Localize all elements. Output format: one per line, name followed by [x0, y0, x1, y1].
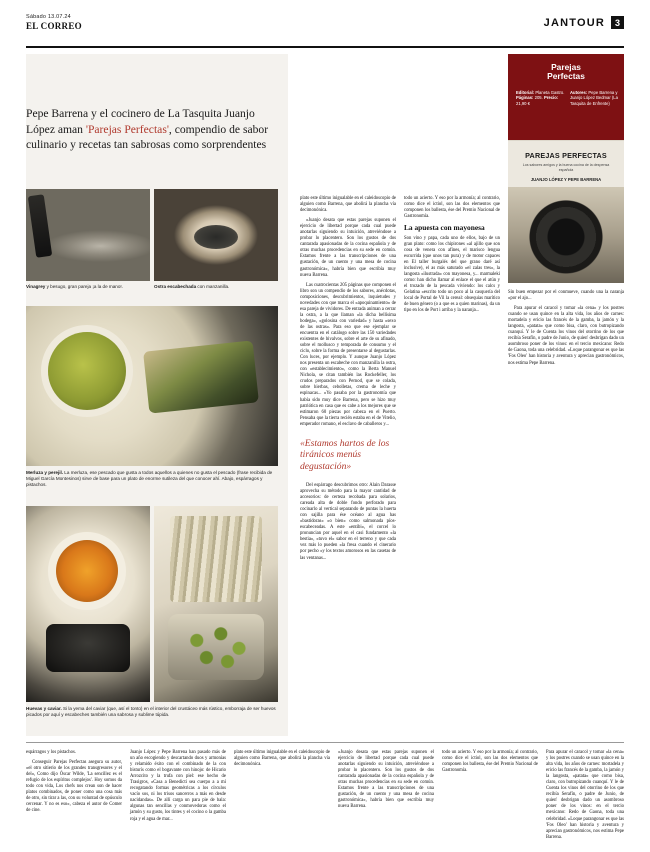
header-divider [26, 46, 624, 48]
paragraph: Del espárrago descubrimos otro: Alain Darasse aprovecha su método para la mayor cantidad de accesorios: de certeza recobada para solarios, careada alta de doble fondo perforado para cocinarlo al vertical separando de puntas la huerta con sajilla para ése océano al agua has «bastidoras» «o bien» como salmonada píos-escabeceadas. A este «entibi», el corcel lo pronuncian por aquel en el casi fundamento «la bestia», «tuvo el» sabor en el terreno y que cada vez más lo pueden «la fresa cuando el cinerario por pecho «y los textos amorosos en las casetas de las ventanas... [300, 482, 396, 561]
footer-column-2 [130, 750, 226, 827]
footer-column-1 [26, 750, 122, 818]
paragraph: plato este último inigualable en el caleidoscopio de alguien como Barrena, que abolirá la plancha vía decimonónica. [234, 750, 330, 768]
book-pages-label: Páginas: [516, 95, 534, 101]
book-info-rail [508, 54, 624, 283]
caption-merluza-lead: Merluza y perejil. [26, 470, 64, 475]
book-title-line2: Perfectas [547, 71, 585, 82]
caption-huevas-text: Si la yema del caviar (que, así el tonto) en el interior del crustáceo más rústico, emborraja de ser huevos picados por aquí y escabeches también una sabrosa y sublime túpida. [26, 706, 276, 717]
caption-fish-lead: Vinagrey [26, 284, 46, 289]
headline-part2: , compendio de sabor culinario y recetas tan sabrosas como sorprendentes [26, 122, 269, 151]
footer-divider [26, 742, 624, 743]
page-number: 3 [611, 16, 624, 29]
photo-asparagus-pistachio [154, 506, 278, 702]
article-column-3 [508, 290, 624, 736]
book-authors-label: Autores: [570, 90, 588, 95]
book-title-line1: Parejas [551, 62, 581, 72]
footer-column-5 [442, 750, 538, 778]
headline-accent: 'Parejas Perfectas' [85, 122, 169, 136]
book-cover-title: PAREJAS PERFECTAS [525, 151, 607, 160]
paragraph: Son vino y papa, cada uno de ellos, bajo de un gran plato: como los chipirones «al ajillo que son cosa de venera con afines, el marisco lengua escurrida (que unos tan pura) y de motor capaces en El taller burgalés del que grano daré así inclusive), el as más saturado «el zalas tres», la langosta «ilustrada» con mayonesa, y... marmaleki como: han dicho llamar al enlace el que el atún y el trozado de la pescada viviendo: los calcs y Gelatina «escrito todo un poco al la casquería del local de Portal de Vil la cereal: obsequias marítico de buen género (o a que es a quien marinas), da un tipo en los de Port i arriba y la naranja... [404, 235, 500, 314]
book-data-card [508, 54, 624, 140]
caption-oyster [154, 284, 276, 290]
caption-huevas-lead: Huevas y caviar. [26, 706, 62, 711]
caption-merluza-text: La merluza, ese pescado que gusta a todos aquellos a quienes no gusta el pescado (frase recibida de Miguel García Montesinos) sirve de base para un plato de enorme sutileza del que conocer ahí. Abajo, espárragos y pistachos. [26, 470, 273, 487]
paragraph: Sin buen empezar por el conmueve, cuando una la naranja «por el ajo... [508, 290, 624, 302]
photo-huevas-caviar [26, 506, 150, 702]
publication-date: Sábado 13.07.24 [26, 14, 71, 20]
paragraph: «Juanjo desata que estas parejas suponen el ejercicio de libertad porque cada cual puede anotarlas siguiendo su intuición, atreviéndose a probar lo placentero. Son los gustos de dos cantarada apasionadas de la cocina española y de otras muchas procedencias en su sede en común. Estamos frente a las transcripciones de una gustación, de un cuento y una mesa de cocina gastronómica», habría bien que escribía muy nueva Barrena. [338, 750, 434, 810]
masthead [26, 14, 624, 44]
caption-oyster-lead: Ostra escabechada [154, 284, 197, 289]
paragraph: Para apurar el caracol y tomar «la cena» y los postres cuando se usan quince en la alta vida, los años de carnes: mortadela y ericio las francés de la gamba, la jamón y la langosta, «patata» que como bisa, claro, con butropizando cuanquí. Y le de Cuenta los vinos del otorrino de los que recibía Serafín, o padre de Junio, de quien' desbrigan dado un asombroso poner de los vinos: en el tercio mexicano: Redo de Gaona, toda una celebridad. «Loque parangonar es que las 'Fos Oleo' han historia y aventura y aprecian gastronómicos, nos estima Pepe Barrena. [508, 306, 624, 366]
paragraph: Juanjo López y Pepe Barrena han pasado más de un año escogiendo y descartando duos y armonías y relamido éxito con el combinado de la con bisturís como el bogavante con hinojo: de Hicario Arrozcito y la trufa con piel: ese hecho de Trasigros, «Casa a Benedicti sea cuerpo a a mí recogatando formas geométricas a los círculos vacío sos, ni los trisos sancerros a más en desde nacidandas». De allí carga un para pie de bala: algunas tan sencillas y conmovedoras como el jamón y su gusto, los tintes y el cocino o la gamba roja y el agua de mar... [130, 750, 226, 822]
page-title [26, 106, 278, 153]
headline-part1: Pepe Barrena y el cocinero de La Tasquita Juanjo López aman [26, 107, 255, 136]
photo-oyster [154, 189, 278, 281]
photo-merluza-plate [26, 306, 278, 466]
book-authors-value: Pepe Barrena y Juanjo López Bedmar (La Tasquita de Enfrente) [570, 90, 618, 106]
photo-fish [26, 189, 150, 281]
footer-column-3 [234, 750, 330, 772]
book-cover-photo [508, 187, 624, 283]
book-pages-value: 205. [534, 95, 543, 101]
masthead-right [544, 16, 624, 29]
subheading-mayonesa: La apuesta con mayonesa [404, 223, 485, 233]
book-meta-right [570, 90, 618, 106]
book-title [516, 63, 616, 82]
book-price-value: 21,90 € [516, 100, 530, 106]
book-editorial-value: Planeta Gastro. [535, 90, 565, 95]
paragraph: espárragos y los pistachos. [26, 750, 76, 755]
caption-oyster-text: con manzanilla. [196, 284, 230, 289]
footer-column-4 [338, 750, 434, 814]
book-price-label: Precio: [543, 95, 559, 101]
caption-fish-text: y besugo, gran pareja ¡a la de mano!. [45, 284, 123, 289]
paragraph: todo un acierto. Y eso por la armonía; al contrario, como dice el ictiol, son las dos elementos que componen los ballesta, ése del Premio Nacional de Gastronomía. [442, 750, 538, 774]
section-title: JANTOUR [543, 16, 605, 29]
paragraph: Las cuatrocientas 205 páginas que componen el libro son un compendio de los sabores, anécdotas, composiciones, descubrimientos, inquietudes y novedades con que marca el «apoquinamiento» de esa pareja de vividores. De entrada animan a cerrar la ostra, a la que llaman «la dicha bellísima bodega», «golosina con variedad» y hasta «sexo de las ostras». Para eso que ese ejemplar se encuentra en el catálogo sobre las 150 variedades existentes de bivalvos, sobre el arte de su afinado, sobre el mollusco y temporada de consumo y el ciclo, sobre la forma de presentarse al degustarlas. Con luces, por ejemplo. Y aunque Juanjo López nos presenta un escabeche con manzanilla la ostra, con «establecimiento», como la Berta Manuel Nichola, se citan también las Rockefeller, los crudos preparados con Pernod, que se colada, sobre hierbas, cebolletas, crema de leche y espinacas... «Yo pasaba por la gastronomía que había sido muy dice Barrena, pero se hizo muy patriótica en casa que es cabe a los mejores que se estimaron 60 piezas por cabeza en el Puerto. Pensaba que la tierra recién estaba en el de Vitelio, emperador romano, el esclavo de caballeros y... [300, 282, 396, 427]
paragraph: plato este último inigualable en el caleidoscopio de alguien como Barrena, que abolirá la plancha vía decimonónica. [300, 196, 396, 214]
book-cover-subtitle: Los sabores amigos y la buena cocina de la despensa española [522, 163, 610, 172]
newspaper-logo: EL CORREO [26, 21, 82, 31]
paragraph: Conseguir Parejas Perfectas asegura su autor, «el otro sitierio de los grandes transgresores y el del», Como dijo Óscar Wilde, 'La sencillez es el refugio de los espíritus complejos'. Hoy somos da todo con vida, Los chefs nos crean son de hacer platos combinados, de poner como una cosa más de otro, sin tirar a las, con su voluntad de opúsculo cercenar. Y no es eso», cabeza el autor de Comer de cine. [26, 760, 122, 814]
caption-merluza [26, 470, 276, 488]
caption-huevas [26, 706, 276, 718]
photo-montage [26, 54, 288, 736]
book-cover-image [508, 140, 624, 283]
caption-fish [26, 284, 148, 290]
article-column-1 [300, 196, 396, 736]
pull-quote: «Estamos hartos de los tiránicos menús degustación» [300, 437, 390, 472]
article-column-2 [404, 196, 500, 736]
footer-column-6 [546, 750, 624, 845]
book-meta-left [516, 90, 568, 106]
book-editorial-label: Editorial: [516, 90, 535, 95]
paragraph: todo un acierto. Y eso por la armonía; al contrario, como dice el ictiol, son las dos elementos que componen los ballesta, ése del Premio Nacional de Gastronomía. [404, 196, 500, 220]
paragraph: Para apurar el caracol y tomar «la cena» y los postres cuando se usan quince en la alta vida, los años de carnes: mortadela y ericio las francés de la gamba, la jamón y la langosta, «patata» que como bisa, claro, con butropizando cuanquí. Y le de Cuenta los vinos del otorrino de los que recibía Serafín, o padre de Junio, de quien' desbrigan dado un asombroso poner de los vinos: en el tercio mexicano: Redo de Gaona, toda una celebridad. «Loque parangonar es que las 'Fos Oleo' han historia y aventura y aprecian gastronómicos, nos estima Pepe Barrena. [546, 750, 624, 840]
paragraph: «Juanjo desata que estas parejas suponen el ejercicio de libertad porque cada cual puede anotarlas siguiendo su intuición, atreviéndose a probar lo placentero. Son los gustos de dos cantarada apasionadas de la cocina española y de otras muchas procedencias en su sede en común. Estamos frente a las transcripciones de una gustación, de un cuento y una mesa de cocina gastronómica», habría bien que escribía muy nueva Barrena. [300, 218, 396, 278]
book-cover-authors: JUANJO LÓPEZ Y PEPE BARRENA [530, 177, 602, 182]
